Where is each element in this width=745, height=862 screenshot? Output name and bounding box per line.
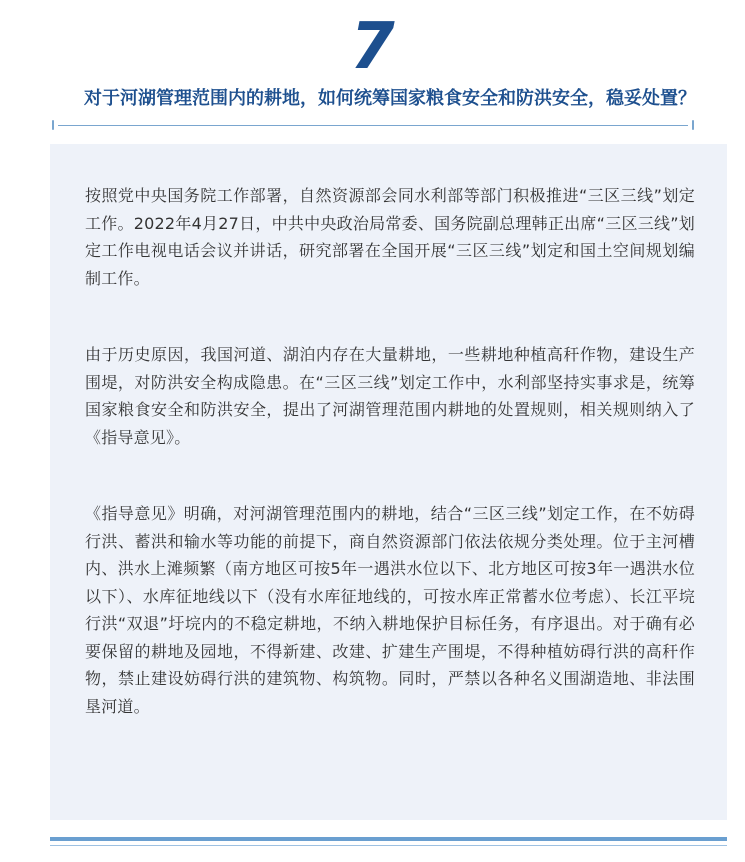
title-divider: [58, 125, 688, 126]
paragraph-2: 由于历史原因，我国河道、湖泊内存在大量耕地，一些耕地种植高秆作物，建设生产围堤，对防洪安全构成隐患。在“三区三线”划定工作中，水利部坚持实事求是，统筹国家粮食安全和防洪安全，提出了河湖管理范围内耕地的处置规则，相关规则纳入了《指导意见》。: [85, 345, 695, 447]
paragraph-3: 《指导意见》明确，对河湖管理范围内的耕地，结合“三区三线”划定工作，在不妨碍行洪、蓄洪和输水等功能的前提下，商自然资源部门依法依规分类处理。位于主河槽内、洪水上滩频繁（南方地区可按5年一遇洪水位以下、北方地区可按3年一遇洪水位以下）、水库征地线以下（没有水库征地线的，可按水库正常蓄水位考虑）、长江平垸行洪“双退”圩垸内的不稳定耕地，不纳入耕地保护目标任务，有序退出。对于确有必要保留的耕地及园地，不得新建、改建、扩建生产围堤，不得种植妨碍行洪的高秆作物，禁止建设妨碍行洪的建筑物、构筑物。同时，严禁以各种名义围湖造地、非法围垦河道。: [85, 504, 695, 716]
section-number: 7: [350, 10, 395, 84]
section-title: 对于河湖管理范围内的耕地，如何统筹国家粮食安全和防洪安全，稳妥处置？: [84, 88, 696, 109]
bottom-accent-line: [50, 845, 727, 846]
bottom-accent-bar: [50, 837, 727, 841]
divider-right-tick: [692, 120, 694, 130]
divider-left-tick: [52, 120, 54, 130]
paragraph-1: 按照党中央国务院工作部署，自然资源部会同水利部等部门积极推进“三区三线”划定工作。2022年4月27日，中共中央政治局常委、国务院副总理韩正出席“三区三线”划定工作电视电话会议并讲话，研究部署在全国开展“三区三线”划定和国土空间规划编制工作。: [85, 186, 695, 288]
